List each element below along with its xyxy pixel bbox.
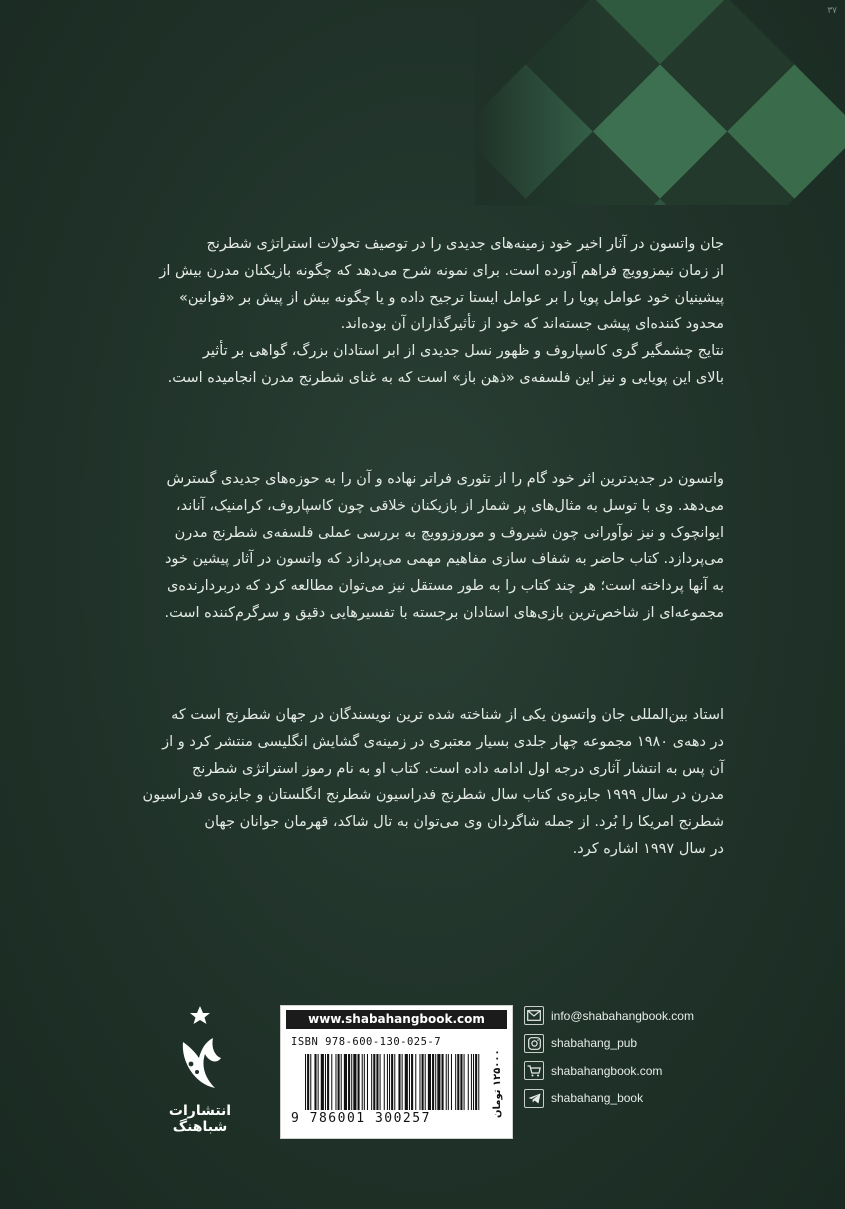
envelope-icon <box>524 1006 544 1025</box>
chessboard-graphic <box>475 0 845 205</box>
barcode-stripe <box>455 1054 456 1110</box>
barcode-stripe <box>384 1054 385 1110</box>
barcode-stripe <box>310 1054 311 1110</box>
barcode-stripe <box>415 1054 416 1110</box>
paragraph-line: استاد بین‌المللی جان واتسون یکی از شناخته شده ترین نویسندگان در جهان شطرنج است که <box>171 707 724 723</box>
barcode-stripe <box>341 1054 342 1110</box>
barcode-graphic <box>303 1054 483 1110</box>
contact-telegram[interactable] <box>524 1087 764 1110</box>
barcode-stripe <box>473 1054 474 1110</box>
contact-telegram-text: shabahang_book <box>551 1091 644 1105</box>
barcode-stripe <box>380 1054 381 1110</box>
barcode-stripe <box>364 1054 365 1110</box>
barcode-stripe <box>307 1054 309 1110</box>
contact-instagram[interactable] <box>524 1032 764 1055</box>
paragraph-line: پیشینیان خود عوامل پویا را بر عوامل ایستا ترجیح داده و یا چگونه بیش از پیش بر «قوانین» <box>179 289 724 306</box>
paragraph-line: در دهه‌ی ۱۹۸۰ مجموعه چهار جلدی بسیار معتبری در زمینه‌ی گشایش انگلیسی منتشر کرد و از <box>162 733 724 750</box>
barcode-stripe <box>475 1054 477 1110</box>
cart-icon <box>524 1061 544 1080</box>
website-url[interactable]: www.shabahangbook.com <box>286 1010 507 1029</box>
paragraph-line: مجموعه‌ای از شاخص‌ترین بازی‌های استادان برجسته با تفسیرهایی دقیق و سرگرم‌کننده است. <box>164 604 724 621</box>
barcode-stripe <box>389 1054 390 1110</box>
barcode-stripe <box>398 1054 400 1110</box>
barcode-box <box>280 1005 513 1139</box>
barcode-stripe <box>373 1054 375 1110</box>
publisher-name: انتشارات شباهنگ <box>168 1103 232 1135</box>
paragraph-line: بالای این پویایی و نیز این فلسفه‌ی «ذهن باز» است که به غنای شطرنج مدرن انجامیده است. <box>167 369 724 386</box>
paragraph-line: نتایج چشمگیر گری کاسپاروف و ظهور نسل جدیدی از ابر استادان بزرگ، گواهی بر تأثیر <box>202 343 724 360</box>
barcode-stripe <box>391 1054 393 1110</box>
publisher-logo <box>140 1002 260 1142</box>
barcode-stripe <box>464 1054 465 1110</box>
barcode-stripe <box>402 1054 403 1110</box>
telegram-icon <box>524 1089 544 1108</box>
barcode-stripe <box>435 1054 436 1110</box>
contact-instagram-text: shabahang_pub <box>551 1036 638 1050</box>
paragraph-line: ایوانچوک و نیز نوآورانی چون شیروف و موروزوویچ به بررسی عملی فلسفه‌ی شطرنج مدرن <box>174 524 724 541</box>
contact-list <box>524 1004 764 1114</box>
shabahang-logo-icon <box>165 1002 235 1092</box>
barcode-stripe <box>394 1054 395 1110</box>
barcode-stripe <box>478 1054 479 1110</box>
paragraph-line: مدرن در سال ۱۹۹۹ جایزه‌ی کتاب سال شطرنج فدراسیون شطرنج انگلستان و جایزه‌ی فدراسیون <box>142 787 724 804</box>
barcode-stripe <box>468 1054 469 1110</box>
barcode-stripe <box>338 1054 340 1110</box>
barcode-stripe <box>387 1054 388 1110</box>
barcode-stripe <box>351 1054 352 1110</box>
paragraph-line: شطرنج امریکا را بُرد. از جمله شاگردان وی می‌توان به تال شاکد، قهرمان جوانان جهان <box>204 814 724 831</box>
paragraph-line: به آنها پرداخته است؛ هر چند کتاب را به طور مستقل نیز می‌توان مطالعه کرد که دربردارنده‌ی <box>167 578 724 595</box>
paragraph-line: واتسون در جدیدترین اثر خود گام را از تئوری فراتر نهاده و آن را به حوزه‌های جدیدی گسترش <box>166 471 724 487</box>
price-label: ۱۲۵۰۰۰ تومان <box>492 1049 503 1119</box>
paragraph-line: می‌پردازد. کتاب حاضر به شفاف سازی مفاهیم مهمی می‌پردازد که واتسون در آثار پیشین خود <box>164 551 724 568</box>
barcode-stripe <box>327 1054 329 1110</box>
paragraph-line: جان واتسون در آثار اخیر خود زمینه‌های جدیدی را در توصیف تحولات استراتژی شطرنج <box>206 236 724 252</box>
paragraph-line: از زمان نیمزوویچ فراهم آورده است. برای نمونه شرح می‌دهد که چگونه بازیکنان مدرن بیش از <box>159 262 724 279</box>
barcode-stripe <box>314 1054 316 1110</box>
barcode-stripe <box>419 1054 420 1110</box>
barcode-stripe <box>460 1054 462 1110</box>
barcode-stripe <box>318 1054 319 1110</box>
barcode-stripe <box>331 1054 332 1110</box>
barcode-stripe <box>471 1054 472 1110</box>
barcode-stripe <box>358 1054 360 1110</box>
barcode-stripe <box>353 1054 356 1110</box>
barcode-stripe <box>376 1054 378 1110</box>
barcode-stripe <box>321 1054 324 1110</box>
barcode-stripe <box>422 1054 424 1110</box>
paragraph-2 <box>118 466 724 627</box>
contact-shop[interactable] <box>524 1059 764 1082</box>
barcode-stripe <box>428 1054 431 1110</box>
isbn-label: ISBN 978-600-130-025-7 <box>291 1036 442 1048</box>
contact-email[interactable] <box>524 1004 764 1027</box>
barcode-stripe <box>325 1054 326 1110</box>
barcode-stripe <box>457 1054 459 1110</box>
barcode-stripe <box>442 1054 444 1110</box>
barcode-stripe <box>405 1054 408 1110</box>
barcode-stripe <box>371 1054 372 1110</box>
paragraph-3 <box>118 702 724 863</box>
paragraph-line: در سال ۱۹۹۷ اشاره کرد. <box>572 840 724 857</box>
barcode-stripe <box>409 1054 410 1110</box>
barcode-stripe <box>367 1054 368 1110</box>
barcode-stripe <box>437 1054 440 1110</box>
barcode-stripe <box>362 1054 363 1110</box>
barcode-stripe <box>344 1054 347 1110</box>
barcode-stripe <box>451 1054 452 1110</box>
barcode-digits: 9 786001 300257 <box>291 1111 431 1126</box>
barcode-stripe <box>335 1054 336 1110</box>
contact-email-text: info@shabahangbook.com <box>551 1008 694 1023</box>
contact-shop-text: shabahangbook.com <box>551 1063 663 1078</box>
barcode-stripe <box>425 1054 426 1110</box>
barcode-stripe <box>448 1054 449 1110</box>
paragraph-line: می‌دهد. وی با توسل به مثال‌های پر شمار از بازیکنان خلاقی چون کاسپاروف، کرامنیک، آناند، <box>175 497 724 514</box>
paragraph-line: محدود کننده‌ای پیشی جسته‌اند که خود از تأثیرگذاران آن بوده‌اند. <box>340 316 724 333</box>
barcode-stripe <box>411 1054 413 1110</box>
barcode-stripe <box>305 1054 306 1110</box>
instagram-icon <box>524 1034 544 1053</box>
barcode-stripe <box>432 1054 434 1110</box>
paragraph-1 <box>118 231 724 392</box>
paragraph-line: آن پس به انتشار آثاری درجه اول ادامه داده است. کتاب او به نام رموز استراتژی شطرنج <box>191 760 724 777</box>
barcode-stripe <box>446 1054 447 1110</box>
barcode-stripe <box>348 1054 350 1110</box>
